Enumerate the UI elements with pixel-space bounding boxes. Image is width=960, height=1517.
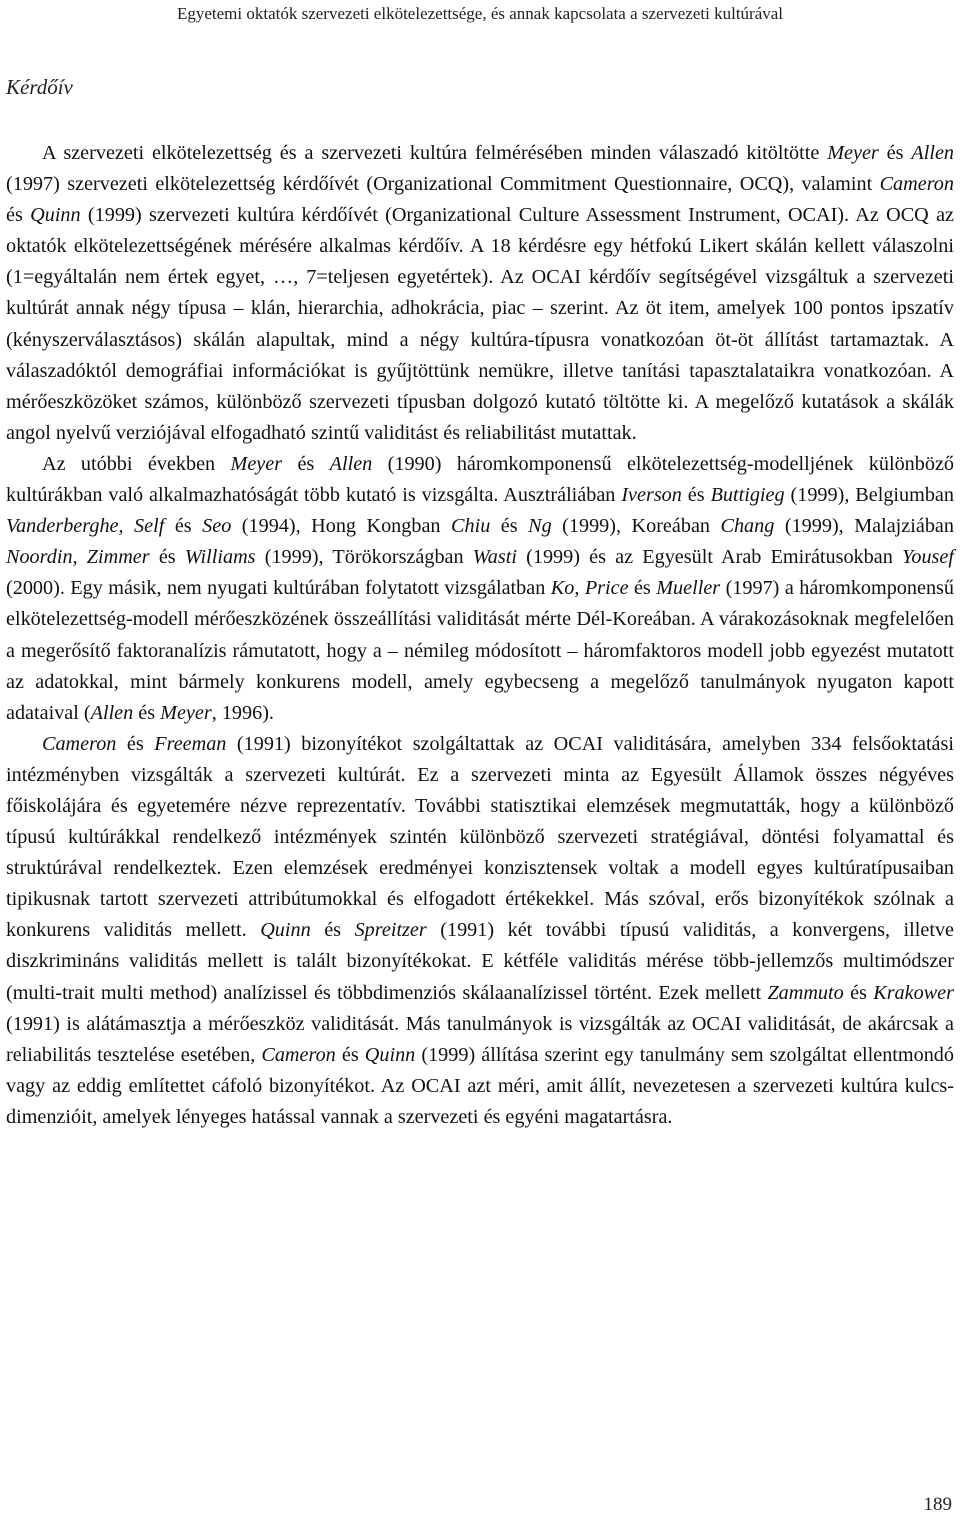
author-name: Quinn [260,919,311,942]
section-title: Kérdőív [6,75,73,99]
text-run: (1991) két további típusú validitás, a konvergens, illetve diszkrimináns validitás mellett is talált bizonyítékokat. E kétféle validitás mérése több-jellemzős multimódszer (multi-trait multi method) analízissel és többdimenziós skálaanalízissel történt. Ezek mellett [6,919,954,1004]
author-name: Wasti [472,546,517,569]
author-name: Cameron [879,173,954,196]
text-run: (1997) a háromkomponensű elkötelezettség-modell mérőeszközének összeállítási validitását mérte Dél-Koreában. A várakozásoknak megfelelően a megerősítő faktoranalízis rámutatott, hogy a – némileg módosított – háromfaktoros modell jobb egyezést mutatott az adatokkal, mint bármely konkurens modell, amely egybecseng a megelőző tanulmányok nyugaton kapott adataival ( [6,577,954,724]
text-run: és [681,484,711,507]
text-run: (1991) bizonyítékot szolgáltattak az OCAI validitására, amelyben 334 felsőoktatási intézményben vizsgálták a szervezeti kultúrát. Ez a szervezeti minta az Egyesült Államok összes négyéves főiskolájára és egyetemére nézve reprezentatív. További statisztikai elemzések megmutatták, hogy a különböző típusú kultúrákkal rendelkező intézmények szintén különböző szervezeti stratégiával, döntési folyamattal és struktúrával rendelkeztek. Ezen elemzések eredményei konzisztensek voltak a modell egyes kultúratípusaiban tipikusnak tartott szervezeti attribútumokkal és elfogadott értékekkel. Más szóval, erős bizonyítékok szólnak a konkurens validitás mellett. [6,732,954,942]
running-header: Egyetemi oktatók szervezeti elkötelezettsége, és annak kapcsolata a szervezeti kultúrával [176,4,784,23]
author-name: Quinn [30,204,81,227]
text-run: és [310,919,355,942]
text-run: és [878,142,912,164]
author-name: Buttigieg [710,484,785,507]
text-run: (1999) állítása szerint egy tanulmány sem szolgáltat ellentmondó vagy az eddig említettet cáfoló bizonyítékot. Az OCAI azt méri, amit állít, nevezetesen a szervezeti kultúra kulcs-dimenzióit, amelyek lényeges hatással vannak a szervezeti és egyéni magatartásra. [6,1043,954,1128]
text-run: és [490,515,529,538]
author-name: Cameron [42,732,117,755]
text-run: Az utóbbi években [42,452,231,475]
body-text [6,138,954,1133]
author-name: Freeman [154,732,227,755]
text-run: (1997) szervezeti elkötelezettség kérdőívét (Organizational Commitment Questionnaire, OCQ), valamint [6,173,880,196]
paragraph-2 [6,449,954,729]
author-name: Meyer [160,701,212,724]
text-run: és [149,546,185,569]
author-name: Chiu [451,515,491,538]
paragraph-3 [6,729,954,1133]
paragraph-1 [6,138,954,449]
author-name: Cameron [261,1043,336,1066]
author-name: Krakower [873,981,954,1004]
text-run: és [6,204,31,227]
author-name: Allen [329,452,373,475]
author-name: Quinn [364,1043,416,1066]
text-run: és [843,981,874,1004]
text-run: (1990) háromkomponensű elkötelezettség-modelljének különböző kultúrákban való alkalmazhatóságát több kutató is vizsgálta. Ausztráliában [6,452,955,507]
author-name: Chang [720,515,775,538]
author-name: Meyer [230,452,283,475]
author-name: Yousef [902,546,954,569]
author-name: Williams [184,546,256,569]
text-run: (1999), Törökországban [255,546,473,569]
text-run: és [116,732,155,755]
text-run: és [628,577,657,600]
author-name: Spreitzer [354,919,427,942]
text-run: (1999) szervezeti kultúra kérdőívét (Organizational Culture Assessment Instrument, OCAI). Az OCQ az oktatók elkötelezettségének mérésére alkalmas kérdőív. A 18 kérdésre egy hétfokú Likert skálán kellett válaszolni (1=egyáltalán nem értek egyet, …, 7=teljesen egyetértek). Az OCAI kérdőív segítségével vizsgáltuk a szervezeti kultúrát annak négy típusa – klán, hierarchia, adhokrácia, piac – szerint. Az öt item, amelyek 100 pontos ipszatív (kényszerválasztásos) skálán alapultak, mind a négy kultúra-típusra vonatkozóan öt-öt állítást tartamaztak. A válaszadóktól demográfiai információkat is gyűjtöttünk nemükre, illetve tanítási tapasztalataikra vonatkozóan. A mérőeszközöket számos, különböző szervezeti típusban dolgozó kutató töltötte ki. A megelőző kutatások a skálák angol nyelvű verziójával elfogadható szintű validitást és reliabilitást mutattak. [6,204,954,444]
author-name: Seo [202,515,232,538]
text-run: (2000). Egy másik, nem nyugati kultúrában folytatott vizsgálatban [6,577,551,600]
author-name: Ng [528,515,552,538]
text-run: A szervezeti elkötelezettség és a szervezeti kultúra felmérésében minden válaszadó kitöltötte [42,142,828,164]
author-name: Iverson [621,484,682,507]
author-name: Allen [911,142,954,164]
author-name: Price [584,577,629,600]
author-name: Ko [550,577,575,600]
page-number: 189 [923,1494,952,1515]
author-name: Vanderberghe, Self [6,515,165,538]
text-run: (1999) és az Egyesült Arab Emirátusokban [516,546,902,569]
author-name: Meyer [827,142,879,164]
text-run: , 1996). [211,701,274,724]
author-name: Noordin, Zimmer [6,546,150,569]
text-run: és [133,701,161,724]
author-name: Allen [90,701,134,724]
author-name: Mueller [656,577,721,600]
text-run: (1999), Malajziában [774,515,954,538]
text-run: (1994), Hong Kongban [231,515,452,538]
text-run: (1999), Koreában [551,515,721,538]
text-run: (1991) is alátámasztja a mérőeszköz validitását. Más tanulmányok is vizsgálták az OCAI validitását, de akárcsak a reliabilitás tesztelése esetében, [6,1012,954,1066]
text-run: és [164,515,203,538]
text-run: , [574,577,585,600]
text-run: (1999), Belgiumban [784,484,954,507]
author-name: Zammuto [767,981,844,1004]
text-run: és [335,1043,365,1066]
text-run: és [282,452,330,475]
